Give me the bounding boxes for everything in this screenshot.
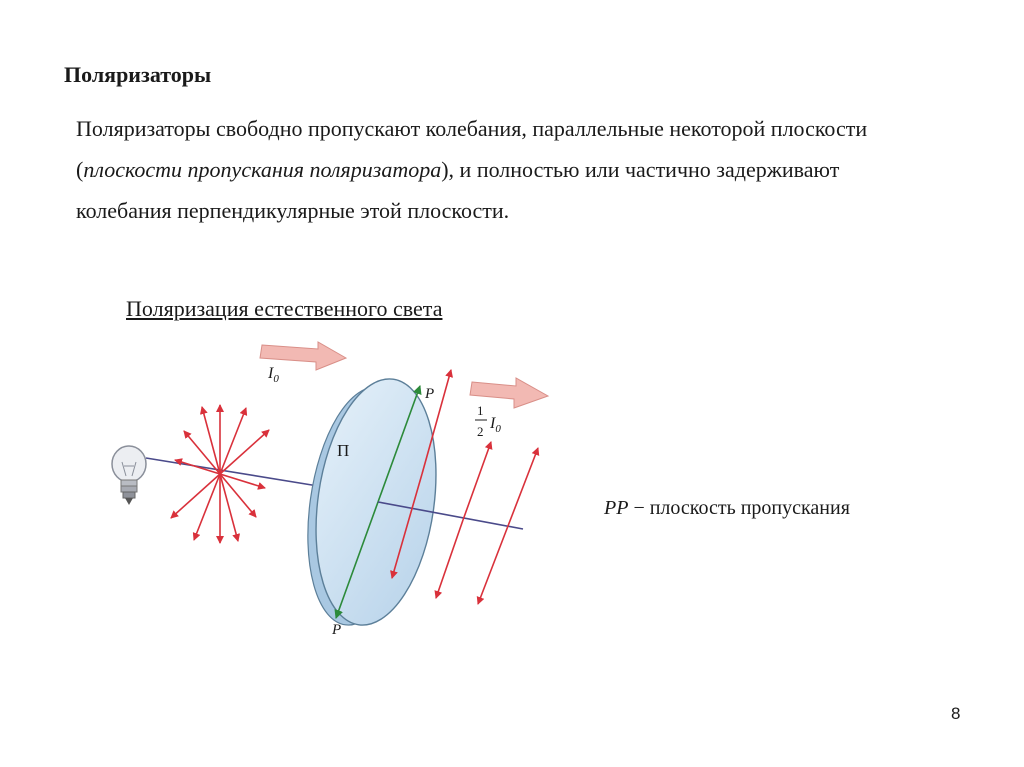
paragraph-text-start: Поляризаторы свободно пропускают колебания, параллельные некоторой плоскости ( — [76, 116, 868, 182]
diagram-subtitle: Поляризация естественного света — [126, 296, 443, 321]
pp-symbol: PP — [604, 497, 629, 519]
light-bulb-icon — [112, 446, 146, 505]
incident-intensity-label: $I_0$ — [268, 365, 279, 385]
paragraph-text-end: ), и полностью или частично задерживают колебания перпендикулярные этой плоскости. — [76, 157, 840, 223]
slide-heading: Поляризаторы — [64, 62, 212, 87]
natural-light-vectors — [171, 405, 269, 543]
fraction-numerator: 1 — [477, 403, 484, 418]
page-number: 8 — [951, 704, 961, 723]
pp-description: − плоскость пропускания — [628, 497, 850, 519]
paragraph-italic-term: плоскости пропускания поляризатора — [83, 157, 442, 182]
axis-label-top: P — [425, 386, 435, 402]
transmitted-intensity-label — [475, 403, 501, 439]
polarizer-disk — [294, 371, 451, 633]
fraction-denominator: 2 — [477, 424, 484, 439]
transmission-plane-caption — [604, 497, 850, 520]
polarizer-label: П — [337, 441, 350, 460]
svg-text:I0: $I_0$ — [490, 415, 501, 435]
axis-label-bottom: P — [332, 622, 342, 638]
